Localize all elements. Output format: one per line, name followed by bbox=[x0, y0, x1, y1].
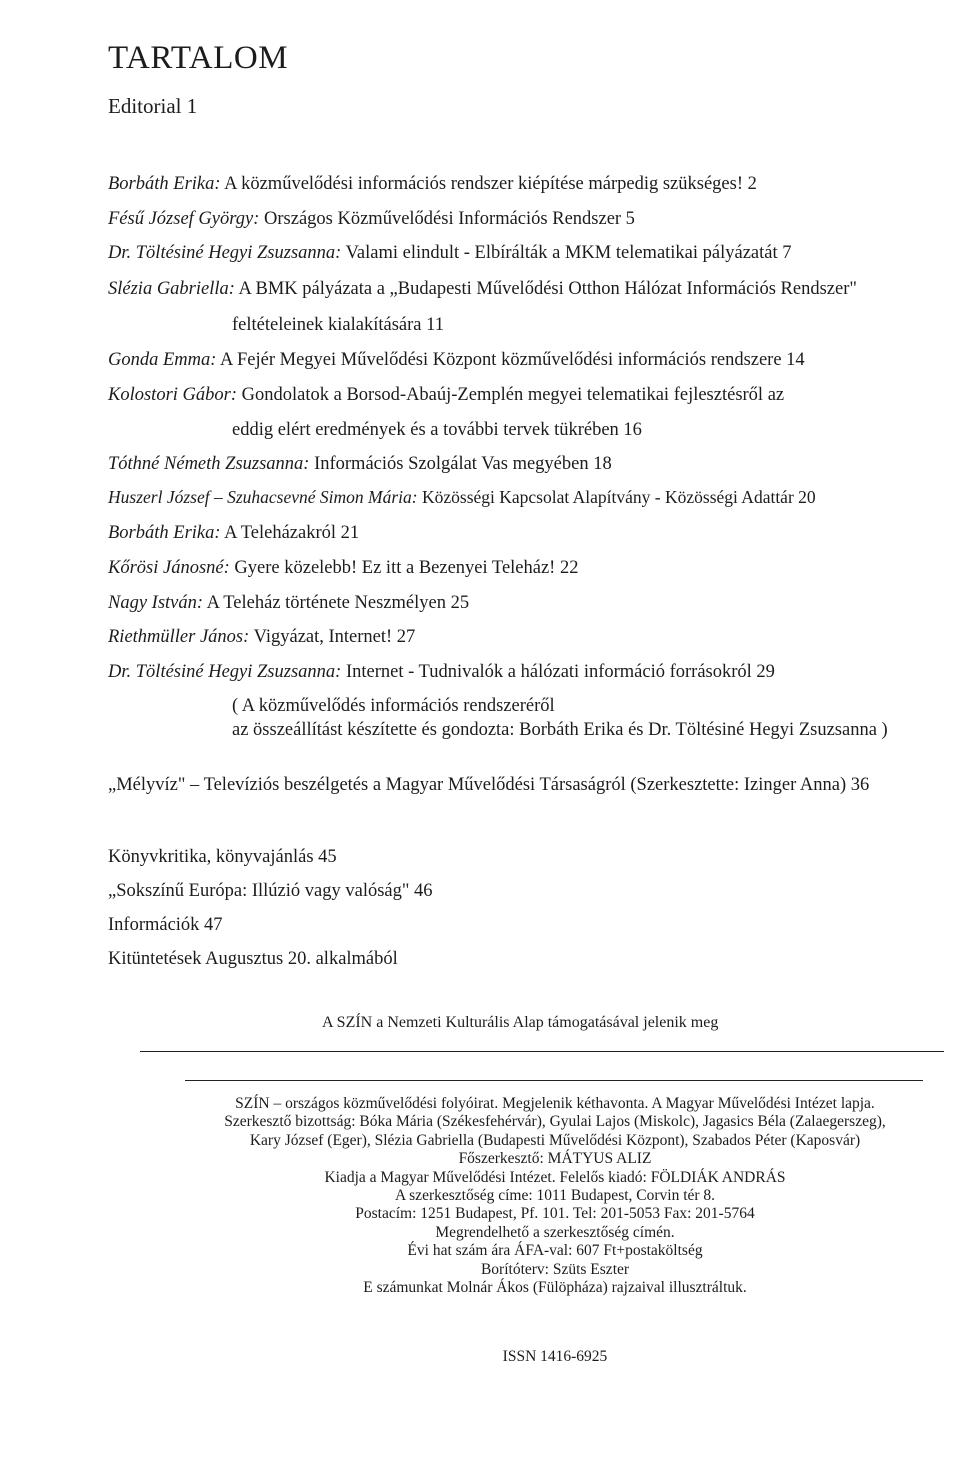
toc-text: A Teleházakról 21 bbox=[220, 523, 360, 543]
toc-text: „Sokszínű Európa: Illúzió vagy valóság" 46 bbox=[108, 881, 433, 901]
toc-entry bbox=[108, 559, 578, 578]
editorial-entry: Editorial 1 bbox=[108, 94, 198, 118]
toc-text: feltételeinek kialakítására 11 bbox=[232, 315, 444, 335]
toc-entry bbox=[108, 594, 469, 613]
toc-note bbox=[232, 697, 555, 716]
toc-entry bbox=[108, 882, 433, 901]
toc-entry bbox=[108, 175, 757, 194]
toc-text: A közművelődési információs rendszer kiépítése márpedig szükséges! 2 bbox=[220, 174, 757, 194]
toc-text: A Teleház története Neszmélyen 25 bbox=[203, 593, 470, 613]
divider-line bbox=[140, 1051, 944, 1052]
support-note: A SZÍN a Nemzeti Kulturális Alap támogatásával jelenik meg bbox=[322, 1014, 719, 1031]
toc-entry bbox=[108, 950, 398, 969]
toc-entry bbox=[108, 455, 612, 474]
colophon-line: Kary József (Eger), Slézia Gabriella (Budapesti Művelődési Központ), Szabados Péter (Kaposvár) bbox=[249, 1131, 861, 1149]
colophon-line: E számunkat Molnár Ákos (Fülöpháza) rajzaival illusztráltuk. bbox=[363, 1279, 747, 1297]
colophon-line: Postacím: 1251 Budapest, Pf. 101. Tel: 201-5053 Fax: 201-5764 bbox=[355, 1205, 755, 1223]
toc-author: Kőrösi Jánosné: bbox=[108, 558, 230, 578]
toc-author: Nagy István: bbox=[108, 593, 204, 613]
toc-entry bbox=[108, 524, 359, 543]
toc-author: Fésű József György: bbox=[108, 209, 260, 229]
colophon bbox=[170, 1095, 940, 1297]
colophon-line: Évi hat szám ára ÁFA-val: 607 Ft+postaköltség bbox=[407, 1242, 703, 1260]
toc-author: Tóthné Németh Zsuzsanna: bbox=[108, 454, 310, 474]
toc-text: Közösségi Kapcsolat Alapítvány - Közösségi Adattár 20 bbox=[417, 487, 816, 507]
toc-entry bbox=[108, 776, 869, 795]
toc-author: Huszerl József – Szuhacsevné Simon Mária: bbox=[108, 487, 418, 507]
toc-author: Slézia Gabriella: bbox=[108, 279, 235, 299]
toc-text: Kitüntetések Augusztus 20. alkalmából bbox=[108, 949, 398, 969]
issn-number: ISSN 1416-6925 bbox=[502, 1348, 608, 1365]
colophon-line: Borítóterv: Szüts Eszter bbox=[480, 1260, 630, 1278]
toc-author: Dr. Töltésiné Hegyi Zsuzsanna: bbox=[108, 662, 342, 682]
toc-text: „Mélyvíz" – Televíziós beszélgetés a Magyar Művelődési Társaságról (Szerkesztette: Izinger Anna) 36 bbox=[108, 775, 870, 795]
toc-author: Borbáth Erika: bbox=[108, 174, 221, 194]
toc-text: Vigyázat, Internet! 27 bbox=[249, 627, 416, 647]
toc-entry bbox=[108, 489, 816, 507]
toc-text: eddig elért eredmények és a további tervek tükrében 16 bbox=[232, 420, 642, 440]
toc-text: A BMK pályázata a „Budapesti Művelődési Otthon Hálózat Információs Rendszer" bbox=[234, 279, 857, 299]
colophon-line: A szerkesztőség címe: 1011 Budapest, Corvin tér 8. bbox=[394, 1187, 716, 1205]
toc-entry bbox=[108, 351, 805, 370]
toc-entry-continuation bbox=[232, 421, 642, 440]
toc-text: Internet - Tudnivalók a hálózati információ forrásokról 29 bbox=[341, 662, 775, 682]
colophon-line: SZÍN – országos közművelődési folyóirat. Megjelenik kéthavonta. A Magyar Művelődési Intézet lapja. bbox=[235, 1095, 875, 1112]
colophon-line: Főszerkesztő: MÁTYUS ALIZ bbox=[458, 1150, 652, 1168]
toc-entry bbox=[108, 848, 337, 867]
toc-text: ( A közművelődés információs rendszeréről bbox=[232, 696, 555, 716]
page-title: TARTALOM bbox=[108, 40, 289, 76]
divider-line bbox=[185, 1080, 923, 1081]
toc-entry bbox=[108, 210, 635, 229]
colophon-line: Kiadja a Magyar Művelődési Intézet. Felelős kiadó: FÖLDIÁK ANDRÁS bbox=[324, 1168, 786, 1186]
colophon-line: Megrendelhető a szerkesztőség címén. bbox=[435, 1223, 675, 1241]
toc-entry bbox=[108, 916, 223, 935]
toc-text: Gondolatok a Borsod-Abaúj-Zemplén megyei telematikai fejlesztésről az bbox=[237, 385, 785, 405]
toc-text: Információs Szolgálat Vas megyében 18 bbox=[309, 454, 612, 474]
toc-author: Kolostori Gábor: bbox=[108, 385, 238, 405]
toc-author: Gonda Emma: bbox=[108, 350, 217, 370]
toc-entry bbox=[108, 663, 775, 682]
toc-entry-continuation bbox=[232, 316, 444, 335]
toc-text: Információk 47 bbox=[108, 915, 223, 935]
toc-text: Gyere közelebb! Ez itt a Bezenyei Teleház! 22 bbox=[229, 558, 579, 578]
toc-entry bbox=[108, 628, 415, 647]
toc-entry bbox=[108, 386, 784, 405]
toc-entry bbox=[108, 244, 792, 263]
toc-note bbox=[232, 721, 888, 740]
toc-author: Riethmüller János: bbox=[108, 627, 250, 647]
toc-author: Dr. Töltésiné Hegyi Zsuzsanna: bbox=[108, 243, 342, 263]
toc-entry bbox=[108, 280, 857, 299]
toc-author: Borbáth Erika: bbox=[108, 523, 221, 543]
toc-text: Könyvkritika, könyvajánlás 45 bbox=[108, 847, 337, 867]
toc-text: A Fejér Megyei Művelődési Központ közművelődési információs rendszere 14 bbox=[216, 350, 805, 370]
colophon-line: Szerkesztő bizottság: Bóka Mária (Székesfehérvár), Gyulai Lajos (Miskolc), Jagasics Béla (Zalaegerszeg), bbox=[224, 1113, 886, 1131]
toc-text: Országos Közművelődési Információs Rendszer 5 bbox=[259, 209, 635, 229]
toc-text: Valami elindult - Elbírálták a MKM telematikai pályázatát 7 bbox=[341, 243, 792, 263]
toc-text: az összeállítást készítette és gondozta: Borbáth Erika és Dr. Töltésiné Hegyi Zsuzsanna ) bbox=[232, 720, 888, 740]
